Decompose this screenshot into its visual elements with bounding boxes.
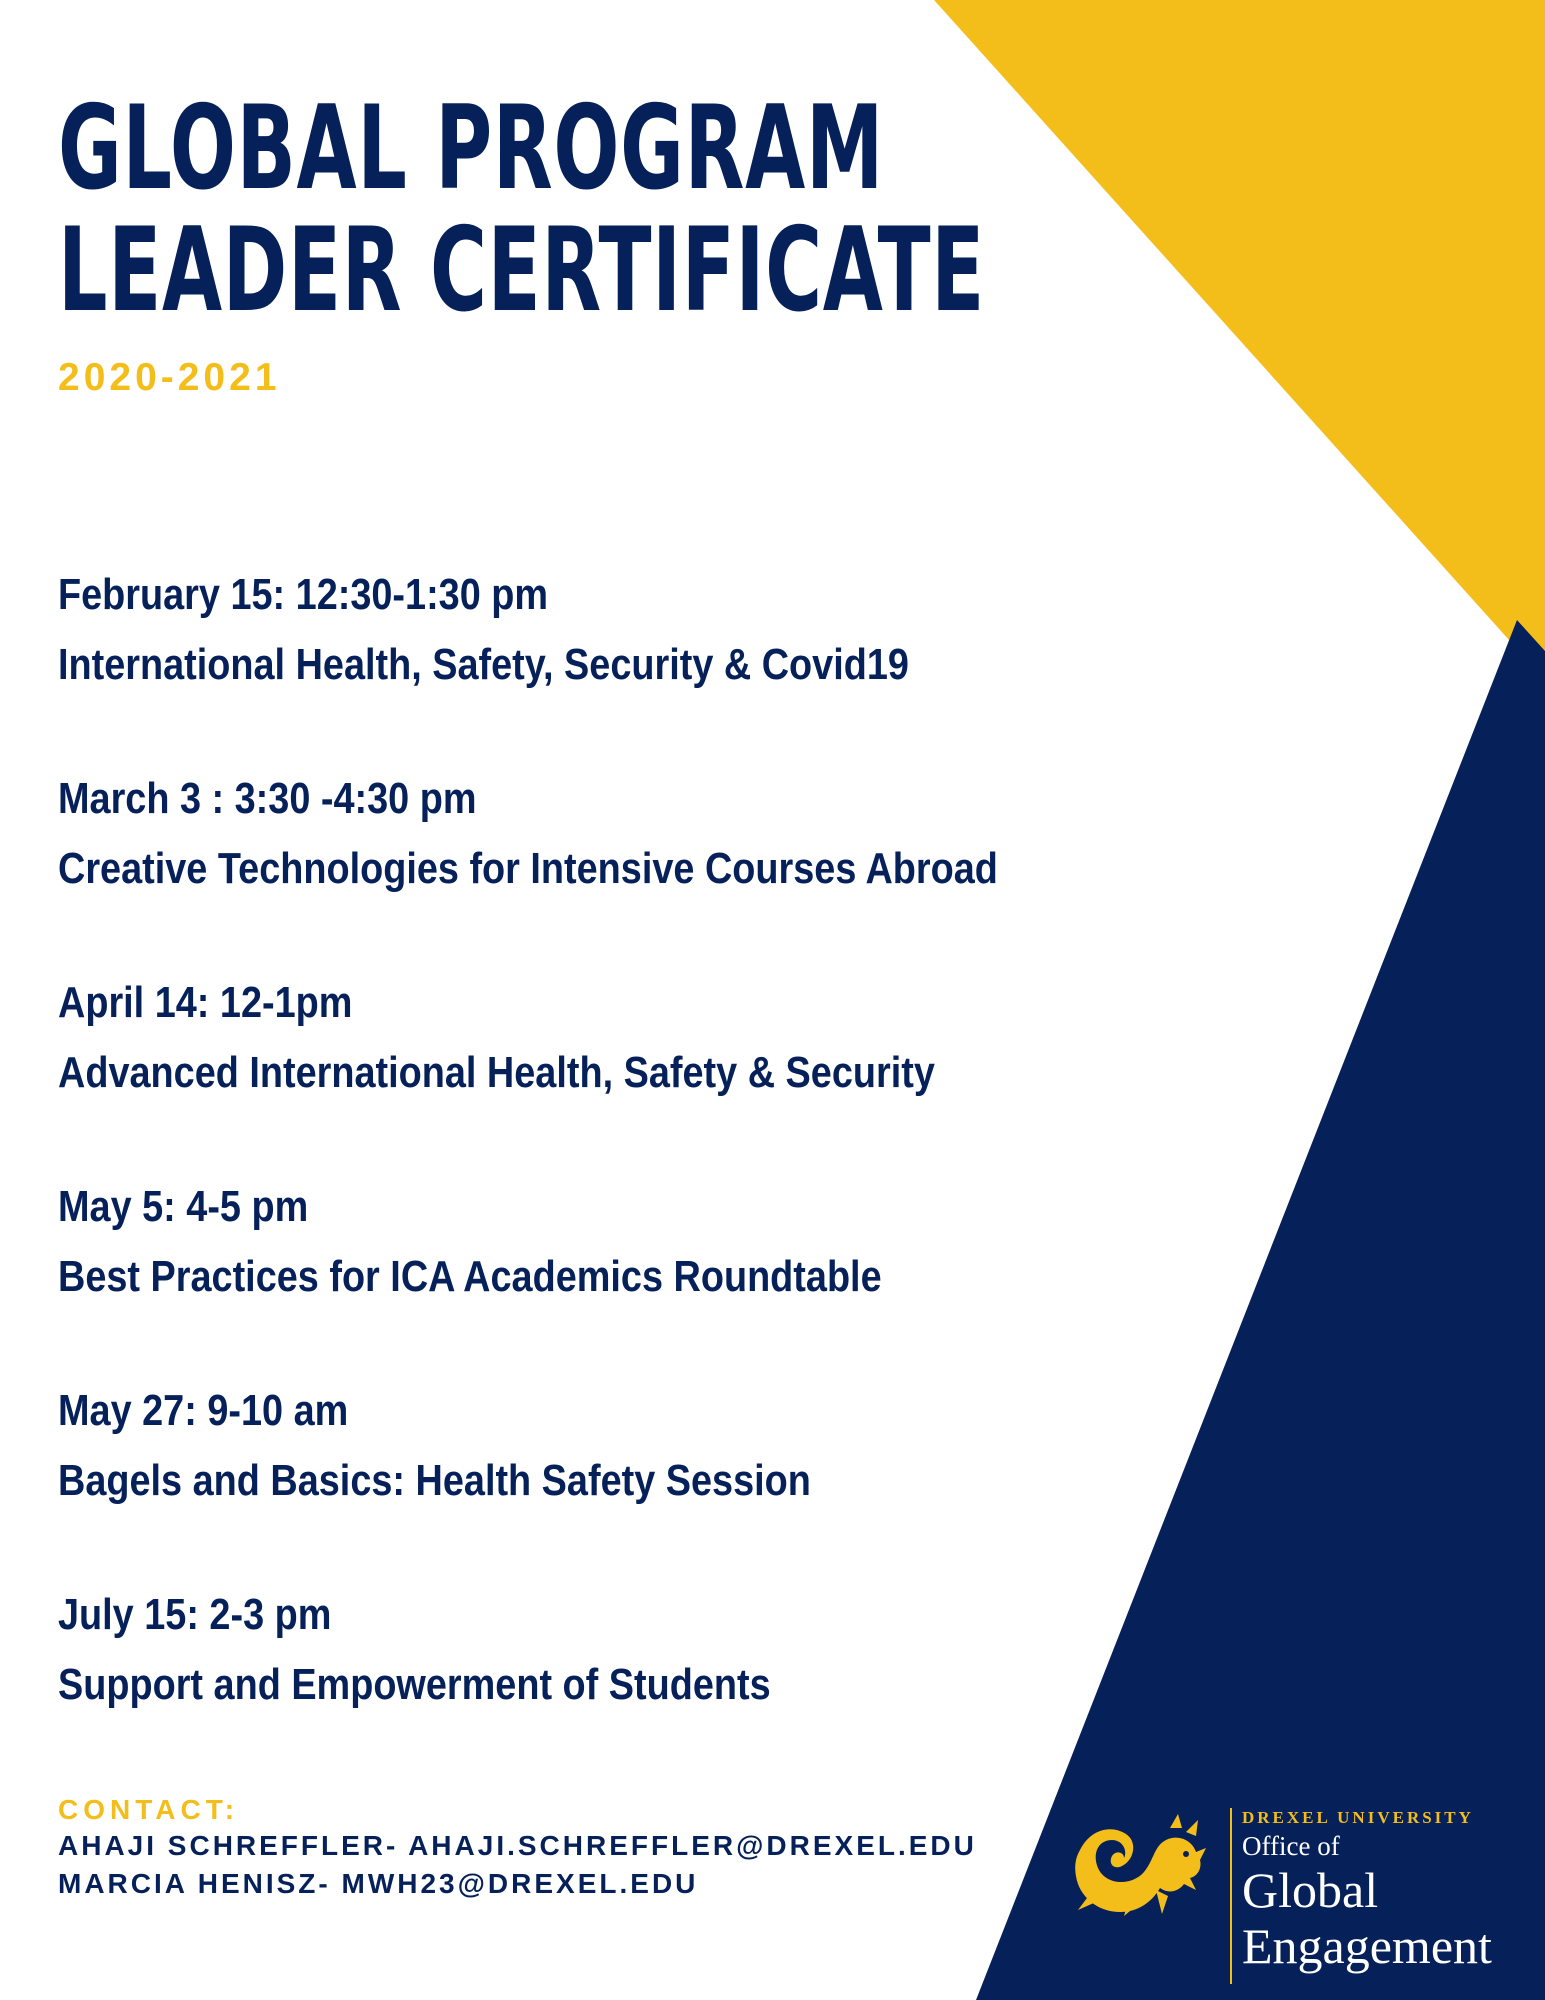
contact-henisz[interactable]: MARCIA HENISZ- MWH23@DREXEL.EDU	[58, 1868, 699, 1899]
logo-engagement: Engagement	[1242, 1918, 1492, 1974]
contact-label: CONTACT:	[58, 1794, 240, 1825]
session-topic: Support and Empowerment of Students	[58, 1660, 771, 1709]
session-date: February 15: 12:30-1:30 pm	[58, 570, 549, 619]
logo-office: Office of	[1242, 1831, 1340, 1861]
logo-wordmark	[1242, 1806, 1492, 1974]
session-topic: Creative Technologies for Intensive Courses Abroad	[58, 844, 998, 893]
session-item	[58, 1376, 1151, 1580]
session-date: March 3 : 3:30 -4:30 pm	[58, 774, 477, 823]
dragon-icon	[1070, 1810, 1212, 1920]
session-item	[58, 968, 1151, 1172]
session-date: July 15: 2-3 pm	[58, 1590, 332, 1639]
session-date: April 14: 12-1pm	[58, 978, 353, 1027]
session-topic: Bagels and Basics: Health Safety Session	[58, 1456, 811, 1505]
session-list	[58, 560, 1151, 1784]
title-line-1: GLOBAL PROGRAM	[58, 81, 884, 216]
session-item	[58, 1580, 1151, 1784]
page-title	[58, 81, 986, 338]
logo-divider	[1230, 1808, 1232, 1984]
contact-block	[58, 1793, 977, 1903]
title-line-2: LEADER CERTIFICATE	[58, 203, 986, 338]
drexel-logo	[1070, 1806, 1530, 1986]
logo-university: DREXEL UNIVERSITY	[1242, 1808, 1474, 1827]
session-topic: Advanced International Health, Safety & Security	[58, 1048, 935, 1097]
session-item	[58, 1172, 1151, 1376]
session-topic: International Health, Safety, Security & Covid19	[58, 640, 909, 689]
session-item	[58, 560, 1151, 764]
session-date: May 27: 9-10 am	[58, 1386, 349, 1435]
contact-schreffler[interactable]: AHAJI SCHREFFLER- AHAJI.SCHREFFLER@DREXEL.EDU	[58, 1830, 977, 1861]
logo-global: Global	[1242, 1862, 1379, 1918]
year-range: 2020-2021	[58, 356, 281, 399]
session-date: May 5: 4-5 pm	[58, 1182, 309, 1231]
session-item	[58, 764, 1151, 968]
session-topic: Best Practices for ICA Academics Roundtable	[58, 1252, 882, 1301]
